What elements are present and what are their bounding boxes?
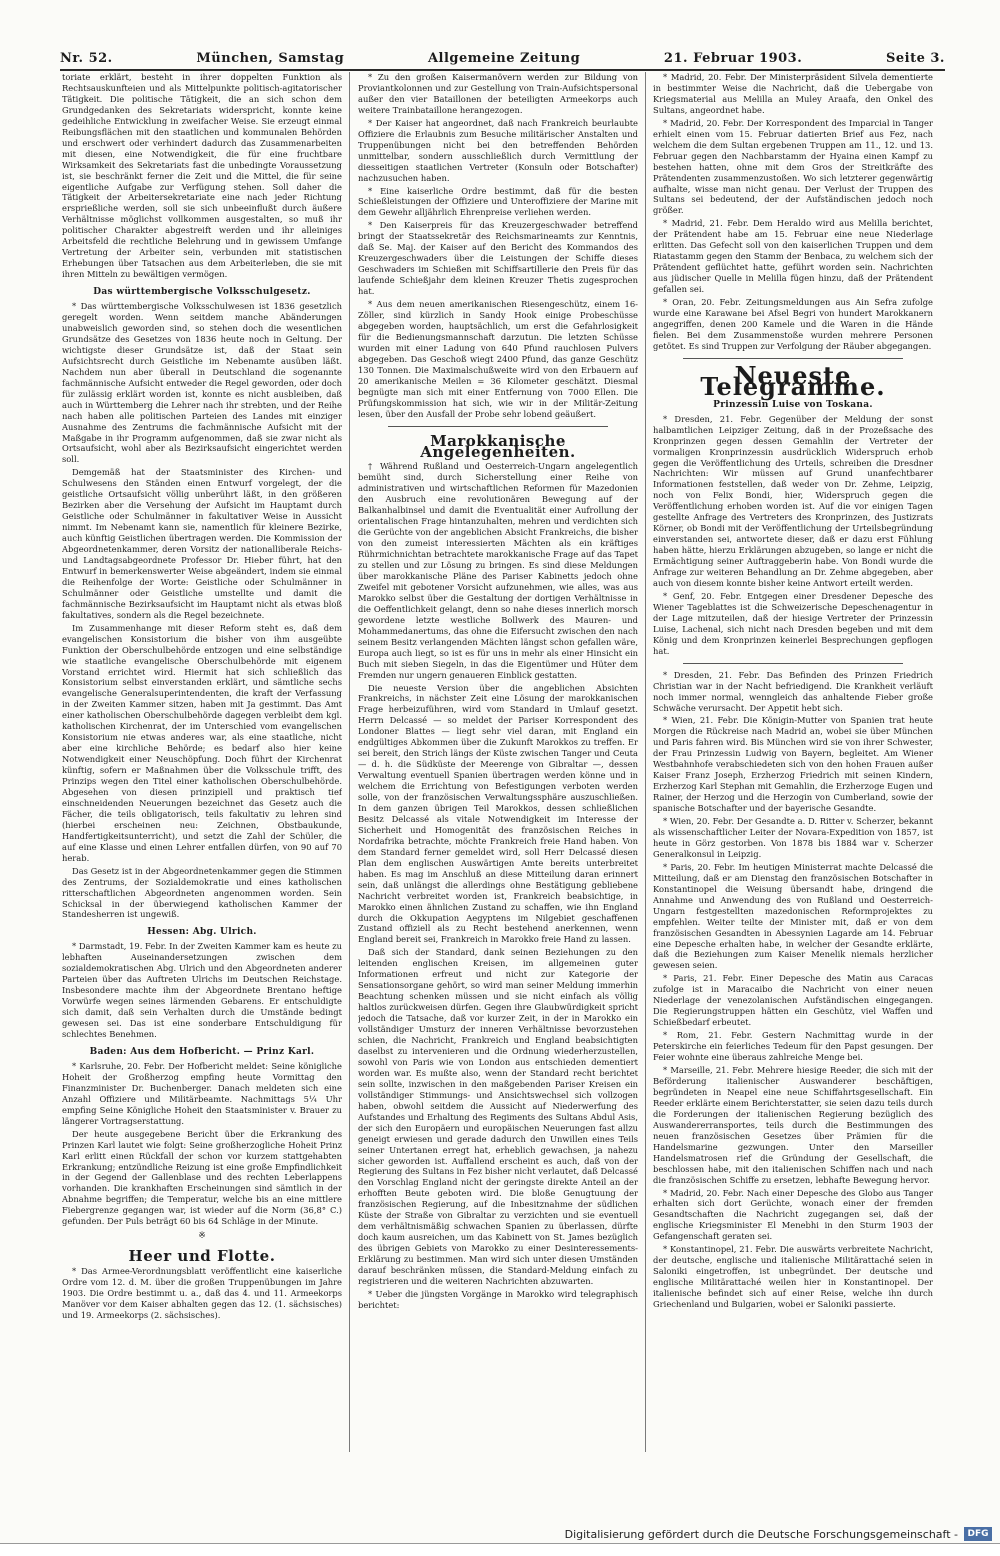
article-paragraph: * Genf, 20. Febr. Entgegen einer Dresdener Depesche des Wiener Tageblattes ist die Schweizerische Depeschenagentur in der Lage mitzuteilen, daß der hiesige Vertreter der Prinzessin Luise, Lachenal, sich nicht nach Dresden begeben und mit dem König und dem Kronprinzen keinerlei Besprechungen gepflogen hat. <box>653 590 933 656</box>
article-paragraph: * Zu den großen Kaisermanövern werden zur Bildung von Proviantkolonnen und zur Gestellung von Train-Aufsichtspersonal außer den vier Bataillonen der beteiligten Armeekorps auch weitere Trainbataillone herangezogen. <box>358 72 638 115</box>
article-paragraph: * Wien, 20. Febr. Der Gesandte a. D. Ritter v. Scherzer, bekannt als wissenschaftlicher Leiter der Novara-Expedition von 1857, ist heute in Görz gestorben. Von 1878 bis 1884 war v. Scherzer Generalkonsul in Leipzig. <box>653 816 933 859</box>
place-day: München, Samstag <box>196 51 345 66</box>
column-3 <box>653 72 933 1447</box>
footer-credit: Digitalisierung gefördert durch die Deutsche Forschungsgemeinschaft - <box>564 1528 958 1541</box>
section-heading: Das württembergische Volksschulgesetz. <box>93 287 311 298</box>
article-paragraph: * Oran, 20. Febr. Zeitungsmeldungen aus Ain Sefra zufolge wurde eine Karawane bei Afsel Begri von hundert Marokkanern angegriffen, denen 200 Kamele und die Waren in die Hände fielen. Bei dem Zusammenstoße wurden mehrere Personen getötet. Es sind Truppen zur Verfolgung der Räuber abgegangen. <box>653 297 933 351</box>
section-heading-large: Heer und Flotte. <box>128 1247 276 1266</box>
section-rule <box>388 426 608 427</box>
article-paragraph: Die neueste Version über die angeblichen Absichten Frankreichs, in nächster Zeit eine Lösung der marokkanischen Frage herbeizuführen, wird vom Standard in Umlauf gesetzt. Herrn Delcassé — so meldet der Pariser Korrespondent des Londoner Blattes — liegt sehr viel daran, mit England ein endgültiges Abkommen über die Zukunft Marokkos zu treffen. Er sei bereit, den Strich längs der Küste zwischen Tanger und Ceuta — d. h. die Südküste der Meerenge von Gibraltar —, dessen Verwaltung eventuell Spanien übertragen werden könne und in welchem die Errichtung von Befestigungen verboten werden solle, von der französischen Verwaltungssphäre auszuschließen. In dem ganzen übrigen Teil Marokkos, dessen schließlichen Besitz Delcassé als vitale Notwendigkeit im Interesse der Sicherheit und Homogenität des französischen Reiches in Nordafrika betrachte, möchte Frankreich freie Hand haben. Von dem Standard ferner gemeldet wird, soll Herr Delcassé diesen Plan dem englischen Auswärtigen Amte bereits unterbreitet haben. Es mag im Anschluß an diese Mitteilung daran erinnert sein, daß unlängst die allerdings ohne Bestätigung gebliebene Nachricht verbreitet worden ist, Frankreich beabsichtige, in Marokko einen ähnlichen Zustand zu schaffen, wie ihn England durch die Okkupation Aegyptens im Nilgebiet geschaffenen Zustand offiziell als zu Recht bestehend anerkennen, wenn England bereit sei, Frankreich in Marokko freie Hand zu lassen. <box>358 682 638 945</box>
section-heading: Hessen: Abg. Ulrich. <box>147 927 257 938</box>
article-paragraph: Das Gesetz ist in der Abgeordnetenkammer gegen die Stimmen des Zentrums, der Sozialdemokratie und eines katholischen ritterschaftlichen Abgeordneten angenommen worden. Sein Schicksal in der überwiegend katholischen Kammer der Standesherren ist ungewiß. <box>62 865 342 920</box>
article-paragraph: * Der Kaiser hat angeordnet, daß nach Frankreich beurlaubte Offiziere die Erlaubnis zum Besuche militärischer Anstalten und Truppenübungen nicht bei den betreffenden Behörden unmittelbar, sondern ausschließlich durch Vermittlung der diesseitigen staatlichen Vertreter (Konsuln oder Botschafter) nachzusuchen haben. <box>358 117 638 183</box>
article-paragraph: * Wien, 21. Febr. Die Königin-Mutter von Spanien trat heute Morgen die Rückreise nach Madrid an, wobei sie über München und Paris fahren wird. Bis München wird sie von ihrer Schwester, der Frau Prinzessin Ludwig von Bayern, begleitet. Am Wiener Westbahnhofe verabschiedeten sich von den hohen Frauen außer Kaiser Franz Joseph, Erzherzog Friedrich mit seinen Kindern, Erzherzog Karl Stephan mit Gemahlin, die Erzherzoge Eugen und Rainer, der Herzog und die Herzogin von Cumberland, sowie der spanische Botschafter und der bayerische Gesandte. <box>653 715 933 814</box>
page-number: Seite 3. <box>885 51 945 66</box>
article-paragraph: * Das württembergische Volksschulwesen ist 1836 gesetzlich geregelt worden. Wenn seitdem manche Abänderungen unabweislich geworden sind, so stehen doch die wesentlichen Grundsätze des Gesetzes von 1836 heute noch in Geltung. Der wichtigste dieser Grundsätze ist, daß der Staat sein Aufsichtsrecht durch Geistliche im Nebenamte ausüben läßt. Nachdem nun aber überall in Deutschland die sogenannte fachmännische Aufsicht entweder die Regel geworden, oder doch für zulässig erklärt worden ist, konnte es nicht ausbleiben, daß auch in Württemberg die Lehrer nach ihr strebten, und der Reihe nach haben alle politischen Parteien des Landes mit einziger Ausnahme des Zentrums die fachmännische Aufsicht mit der Maßgabe in ihr Programm aufgenommen, daß sie zwar nicht als Ortsaufsicht, wohl aber als Bezirksaufsicht eingerichtet werden soll. <box>62 301 342 465</box>
masthead <box>60 40 945 71</box>
section-heading-large: Marokkanische Angelegenheiten. <box>420 431 576 461</box>
article-paragraph: * Madrid, 20. Febr. Nach einer Depesche des Globo aus Tanger erhalten sich dort Gerüchte, wonach einer der fremden Gesandtschaften die Nachricht zugegangen sei, daß der englische Kriegsminister El Menebhi in den Sturm 1903 der Gefangenschaft geraten sei. <box>653 1187 933 1242</box>
article-paragraph: * Aus dem neuen amerikanischen Riesengeschütz, einem 16-Zöller, sind kürzlich in Sandy Hook einige Probeschüsse abgegeben worden, hauptsächlich, um erst die Gefahrlosigkeit für die Bedienungsmannschaft darzutun. Die letzten Schüsse wurden mit einer Ladung von 640 Pfund rauchlosen Pulvers abgegeben. Das Geschoß wiegt 2400 Pfund, das ganze Geschütz 130 Tonnen. Die Maximalschußweite wird von den Erbauern auf 20 amerikanische Meilen = 36 Kilometer geschätzt. Diesmal begnügte man sich mit einer Entfernung von 7000 Ellen. Die Prüfungskommission hat sich, wie wir in der Militär-Zeitung lesen, über den Ausfall der Probe sehr lobend geäußert. <box>358 299 638 419</box>
column-divider <box>645 72 646 1452</box>
article-paragraph: * Eine kaiserliche Ordre bestimmt, daß für die besten Schießleistungen der Offiziere und Unteroffiziere der Marine mit dem Gewehr alljährlich Ehrenpreise verliehen werden. <box>358 185 638 218</box>
article-paragraph: * Marseille, 21. Febr. Mehrere hiesige Reeder, die sich mit der Beförderung italienischer Auswanderer beschäftigen, begründeten in Neapel eine neue Schiffahrtsgesellschaft. Ein Reeder erklärte einem Berichterstatter, sie seien dazu teils durch die Forderungen der italienischen Regierung bezüglich des Auswandererransportes, teils durch die Bestimmungen des neuen französischen Gesetzes über Prämien für die Handelsmarine gezwungen. Unter den Marseiller Handelsmatrosen rief die Gründung der Gesellschaft, die beschlossen habe, mit den italienischen Schiffen nach und nach die französischen Schiffe zu ersetzen, lebhafte Bewegung hervor. <box>653 1065 933 1185</box>
article-paragraph: † Während Rußland und Oesterreich-Ungarn angelegentlich bemüht sind, durch Sicherstellung einer Reihe von administrativen und wirtschaftlichen Reformen für Mazedonien den Ausbruch eine revolutionären Bewegung auf der Balkanhalbinsel und damit die Eventualität einer Aufrollung der orientalischen Frage hintanzuhalten, mehren und verdichten sich die Gerüchte von der angeblichen Absicht Frankreichs, die bisher von den zumeist interessierten Mächten als ein kräftiges Rührmichnichtan betrachtete marokkanische Frage auf das Tapet zu stellen und zur Lösung zu bringen. Es sind diese Meldungen über marokkanische Pläne des Pariser Kabinetts jedoch ohne Zweifel mit gebotener Vorsicht aufzunehmen, wie alles, was aus Marokko selbst über die Gestaltung der dortigen Verhältnisse in die Oeffentlichkeit gelangt, denn so nahe dieses innerlich morsch gewordene letzte westliche Bollwerk des Mauren- und Mohammedanertums, das ohne die Eifersucht zwischen den nach seinem Besitz verlangenden Mächten längst schon gefallen wäre, Europa auch liegt, so ist es für uns in mehr als einer Hinsicht ein Buch mit sieben Siegeln, in das die Eigentümer und Hüter dem Fremden nur ungern genaueren Einblick gestatten. <box>358 461 638 680</box>
article-paragraph: * Dresden, 21. Febr. Das Befinden des Prinzen Friedrich Christian war in der Nacht befriedigend. Die Krankheit verläuft noch immer normal, wenngleich das anhaltende Fieber große Schwäche verursacht. Der Appetit hebt sich. <box>653 669 933 713</box>
section-heading: Baden: Aus dem Hofbericht. — Prinz Karl. <box>89 1046 315 1057</box>
article-paragraph: * Dresden, 21. Febr. Gegenüber der Meldung der sonst halbamtlichen Leipziger Zeitung, daß in der Prozeßsache des Kronprinzen gegen dessen Gemahlin der Vertreter der vormaligen Kronprinzessin ausdrücklich Widerspruch erhob gegen die Veröffentlichung des Urteils, schreiben die Dresdner Nachrichten: Wir müssen auf Grund unanfechtbarer Informationen feststellen, daß weder von Dr. Zehme, Leipzig, noch von Felix Bondi, hier, Widerspruch gegen die Veröffentlichung erhoben worden ist. Auf die vor einigen Tagen gestellte Anfrage des Vertreters des Kronprinzen, des Justizrats Körner, ob Bondi mit der Veröffentlichung der Urteilsbegründung einverstanden sei, antwortete dieser, daß er dazu erst Fühlung haben hätte, hierzu Erklärungen abzugeben, so lange er nicht die Ermächtigung seiner Auftraggeberin habe. Von Bondi wurde die Anfrage zur weiteren Behandlung an Dr. Zehme abgegeben, aber auch von diesem konnte bisher keine Antwort erteilt werden. <box>653 413 933 588</box>
column-divider <box>349 72 350 1452</box>
article-paragraph: * Madrid, 20. Febr. Der Ministerpräsident Silvela dementierte in bestimmter Weise die Nachricht, daß die Uebergabe von Kriegsmaterial aus Melilla an Muley Araafa, den Onkel des Sultans, angeordnet habe. <box>653 72 933 115</box>
article-paragraph: Daß sich der Standard, dank seinen Beziehungen zu den leitenden englischen Kreisen, im allgemeinen guter Informationen erfreut und nicht zur Kategorie der Sensationsorgane gehört, so wird man seiner Meldung immerhin Beachtung schenken müssen und sie nicht einfach als völlig haltlos zurückweisen dürfen. Gegen ihre Glaubwürdigkeit spricht jedoch die Tatsache, daß vor kurzer Zeit, in der in Marokko ein vollständiger Umsturz der inneren Verhältnisse bevorzustehen schien, die Nachricht, Frankreich und England beabsichtigten daselbst zu intervenieren und die Ordnung wiederherzustellen, sowohl von Paris wie von London aus entschieden dementiert worden war. Es mußte also, wenn der Standard recht berichtet sein sollte, inzwischen in den maßgebenden Pariser Kreisen ein vollständiger Stimmungs- und Ansichtswechsel sich vollzogen haben, obwohl seitdem die Aussicht auf Niederwerfung des Aufstandes und Erhaltung des Regiments des Sultans Abdul Asis, der sich den Europäern und europäischen Neuerungen fast allzu geneigt erwiesen und gerade dadurch den Unwillen eines Teils seiner Untertanen erregt hat, erheblich gewachsen, ja nahezu sicher geworden ist. Auffallend erscheint es auch, daß von der Regierung des Sultans in Fez bisher nicht verlautet, daß Delcassé den Vorschlag England nicht der geringste direkte Anteil an der erhofften Beute geboten wird. Die bloße Genugtuung der französischen Regierung, auf die Inbesitznahme der südlichen Küste der Straße von Gibraltar zu verzichten und sie eventuell dem verhältnismäßig schwachen Spanien zu überlassen, dürfte doch kaum ausreichen, um das Kabinett von St. James bezüglich des übrigen Gebiets von Marokko zu einer Desinteressements-Erklärung zu bestimmen. Man wird sich unter diesen Umständen darauf beschränken müssen, die Standard-Meldung einfach zu registrieren und die weiteren Nachrichten abzuwarten. <box>358 947 638 1286</box>
article-paragraph: * Das Armee-Verordnungsblatt veröffentlicht eine kaiserliche Ordre vom 12. d. M. über die großen Truppenübungen im Jahre 1903. Die Ordre bestimmt u. a., daß das 4. und 11. Armeekorps Manöver vor dem Kaiser abhalten gegen das 12. (1. sächsisches) und 19. Armeekorps (2. sächsisches). <box>62 1266 342 1320</box>
article-paragraph: * Karlsruhe, 20. Febr. Der Hofbericht meldet: Seine königliche Hoheit der Großherzog empfing heute Vormittag den Finanzminister Dr. Buchenberger. Danach meldeten sich eine Anzahl Offiziere und Militärbeamte. Nachmittags 5¼ Uhr empfing Seine Königliche Hoheit den Staatsminister v. Brauer zu längerer Vortragserstattung. <box>62 1060 342 1126</box>
separator-ornament: ※ <box>198 1231 206 1242</box>
article-paragraph: * Rom, 21. Febr. Gestern Nachmittag wurde in der Peterskirche ein feierliches Tedeum für den Papst gesungen. Der Feier wohnte eine überaus zahlreiche Menge bei. <box>653 1030 933 1063</box>
article-paragraph: * Den Kaiserpreis für das Kreuzergeschwader betreffend bringt der Staatssekretär des Reichsmarineamts zur Kenntnis, daß Se. Maj. der Kaiser auf den Bericht des Kommandos des Kreuzergeschwaders über die Leistungen der Schiffe dieses Geschwaders im Schießen mit Schiffsartillerie den Preis für das laufende Schießjahr dem kleinen Kreuzer Thetis zugesprochen hat. <box>358 220 638 297</box>
column-2 <box>358 72 638 1447</box>
dfg-logo-icon: DFG <box>964 1527 992 1541</box>
article-paragraph: * Ueber die jüngsten Vorgänge in Marokko wird telegraphisch berichtet: <box>358 1288 638 1310</box>
section-rule <box>683 358 903 359</box>
column-1 <box>62 72 342 1447</box>
article-paragraph: * Paris, 21. Febr. Einer Depesche des Matin aus Caracas zufolge ist in Maracaibo die Nachricht von einer neuen Niederlage der venezolanischen Aufständischen eingegangen. Die Regierungstruppen hätten ein Geschütz, viel Waffen und Schießbedarf erbeutet. <box>653 973 933 1028</box>
section-heading-large: Neueste Telegramme. <box>700 360 886 401</box>
article-paragraph: Im Zusammenhange mit dieser Reform steht es, daß dem evangelischen Konsistorium die bisher von ihm ausgeübte Funktion der Oberschulbehörde entzogen und eine selbständige wie staatliche evangelische Oberschulbehörde mit eigenem Vorstand errichtet wird. Hiermit hat sich schließlich das Konsistorium selbst einverstanden erklärt, und sämtliche sechs evangelische Generalsuperintendenten, die kraft der Verfassung in der Zweiten Kammer sitzen, haben mit Ja gestimmt. Das Amt einer katholischen Oberschulbehörde dagegen verbleibt dem kgl. katholischen Kirchenrat, der im Unterschied vom evangelischen Konsistorium nie etwas anderes war, als eine staatliche, nicht aber eine kirchliche Behörde; es bedarf also hier keine Notwendigkeit einer Neuschöpfung. Doch führt der Kirchenrat künftig, sofern er Maßnahmen über die Volksschule trifft, des Prinzips wegen den Titel einer katholischen Oberschulbehörde. Abgesehen von diesen prinzipiell und praktisch tief einschneidenden Neuerungen bezeichnet das Gesetz auch die Fächer, die teils obligatorisch, teils fakultativ zu lehren sind (hierbei erscheinen neu: Zeichnen, Obstbaukunde, Handfertigkeitsunterricht), und setzt die Zahl der Schüler, die auf eine Klasse und einen Lehrer entfallen dürfen, von 90 auf 70 herab. <box>62 622 342 863</box>
issue-number: Nr. 52. <box>60 51 113 66</box>
issue-date: 21. Februar 1903. <box>663 51 803 66</box>
article-paragraph: * Madrid, 20. Febr. Der Korrespondent des Imparcial in Tanger erhielt einen vom 15. Februar datierten Brief aus Fez, nach welchem die dem Sultan ergebenen Truppen am 11., 12. und 13. Februar gegen den Nachbarstamm der Hyaina einen Kampf zu bestehen hatten, ohne mit dem Gros der Streitkräfte des Prätendenten zusammenzustoßen. Wo sich letzterer gegenwärtig aufhalte, wisse man nicht genau. Der Verlust der Truppen des Sultans sei bedeutend, der der Aufständischen jedoch noch größer. <box>653 117 933 216</box>
article-paragraph: * Konstantinopel, 21. Febr. Die auswärts verbreitete Nachricht, der deutsche, englische und italienische Militärattaché seien in Saloniki eingetroffen, ist unbegründet. Der deutsche und englische Militärattaché weilen hier in Konstantinopel. Der italienische befindet sich auf einer Reise, welche ihn durch Griechenland und Bulgarien, wobei er Saloniki passierte. <box>653 1244 933 1310</box>
article-paragraph: * Madrid, 21. Febr. Dem Heraldo wird aus Melilla berichtet, der Prätendent habe am 15. Februar eine neue Niederlage erlitten. Das Gefecht soll von den kaiserlichen Truppen und dem Riatastamm gegen den Stamm der Benbaca, zu welchem sich der Prätendent geflüchtet hatte, geführt worden sein. Nachrichten aus jüdischer Quelle in Melilla fügen hinzu, daß der Prätendent gefallen sei. <box>653 218 933 295</box>
article-paragraph: Demgemäß hat der Staatsminister des Kirchen- und Schulwesens den Ständen einen Entwurf vorgelegt, der die geistliche Ortsaufsicht völlig unberührt läßt, in den größeren Bezirken aber die Versehung der Aufsicht im Hauptamt durch Geistliche oder Schulmänner in fakultativer Weise in Aussicht nimmt. Im Nebenamt kann sie, namentlich für kleinere Bezirke, auch künftig Geistlichen übertragen werden. Die Kommission der Abgeordnetenkammer, deren Vorsitz der nationalliberale Reichs- und Landtagsabgeordnete Professor Dr. Hieber führt, hat den Entwurf in bemerkenswerter Weise abgeändert, indem sie einmal die Reihenfolge der Worte: Geistliche oder Schulmänner in Schulmänner oder Geistliche umstellte und damit die fachmännische Bezirksaufsicht im Hauptamt nicht als etwas bloß fakultatives, sondern als die Regel bezeichnete. <box>62 467 342 620</box>
article-paragraph: * Darmstadt, 19. Febr. In der Zweiten Kammer kam es heute zu lebhaften Auseinandersetzungen zwischen dem sozialdemokratischen Abg. Ulrich und den Abgeordneten anderer Parteien über das Auftreten Ulrichs im Deutschen Reichstage. Insbesondere machte ihm der Abgeordnete Brentano heftige Vorwürfe wegen seines lärmenden Gebarens. Er entschuldigte sich damit, daß sein Verhalten durch die Umstände bedingt gewesen sei. Das ist eine sonderbare Entschuldigung für schlechtes Benehmen. <box>62 941 342 1040</box>
article-paragraph: Der heute ausgegebene Bericht über die Erkrankung des Prinzen Karl lautet wie folgt: Seine großherzogliche Hoheit Prinz Karl erlitt einen Rückfall der schon vor kurzem stattgehabten Erkrankung; entzündliche Reizung ist eine große Empfindlichkeit in der Gegend der Gallenblase und des rechten Leberlappens vorhanden. Die krankhaften Erscheinungen sind sämtlich in der Abnahme begriffen; die Temperatur, welche bis an eine mittlere Fiebergrenze gegangen war, ist wieder auf die Norm (36,8° C.) gefunden. Der Puls beträgt 60 bis 64 Schläge in der Minute. <box>62 1128 342 1227</box>
footer-bar <box>0 1543 1000 1556</box>
article-paragraph: toriate erklärt, besteht in ihrer doppelten Funktion als Rechtsauskunfteien und als Mittelpunkte politisch-agitatorischer Tätigkeit. Die politische Tätigkeit, die an sich schon dem Grundgedanken des Sekretariats widerspricht, konnte keine gedeihliche Entwicklung in zweifacher Weise. Sie erzeugt einmal Reibungsflächen mit den staatlichen und kommunalen Behörden und erschwert oder verhindert dadurch das Zusammenarbeiten mit diesen, eine Notwendigkeit, die für eine fruchtbare Wirksamkeit des Sekretariats fast die unbedingte Voraussetzung ist, sie beschränkt ferner die Zeit und die Mittel, die für seine eigentliche Aufgabe zur Verfügung stehen. Soll daher die Tätigkeit der Arbeitersekretariate eine nach jeder Richtung ersprießliche werden, soll sie sich unbeeinflußt durch äußere Verhältnisse möglichst vollkommen ausgestalten, so muß ihr politischer Charakter abgestreift werden und ihr alleiniges Arbeitsfeld die rechtliche Belehrung und in gewissem Umfange Vertretung der Arbeiter sein, verbunden mit statistischen Erhebungen über Tatsachen aus dem Arbeiterleben, die sie mit ihren Mitteln zu bewältigen vermögen. <box>62 72 342 280</box>
paper-title: Allgemeine Zeitung <box>427 51 581 66</box>
article-paragraph: * Paris, 20. Febr. Im heutigen Ministerrat machte Delcassé die Mitteilung, daß er am Dienstag den französischen Botschafter in Konstantinopel die Weisung übersandt habe, dringend die Annahme und Anwendung des von Rußland und Oesterreich-Ungarn festgestellten mazedonischen Reformprojektes zu empfehlen. Weiter teilte der Minister mit, daß er von dem französischen Gesandten in Abessynien Lagarde am 14. Februar eine Depesche erhalten habe, in welcher der Gesandte erklärte, daß die Beziehungen zum Kaiser Menelik niemals herzlicher gewesen seien. <box>653 861 933 971</box>
section-heading: Prinzessin Luise von Toskana. <box>713 399 873 410</box>
section-rule <box>683 663 903 664</box>
